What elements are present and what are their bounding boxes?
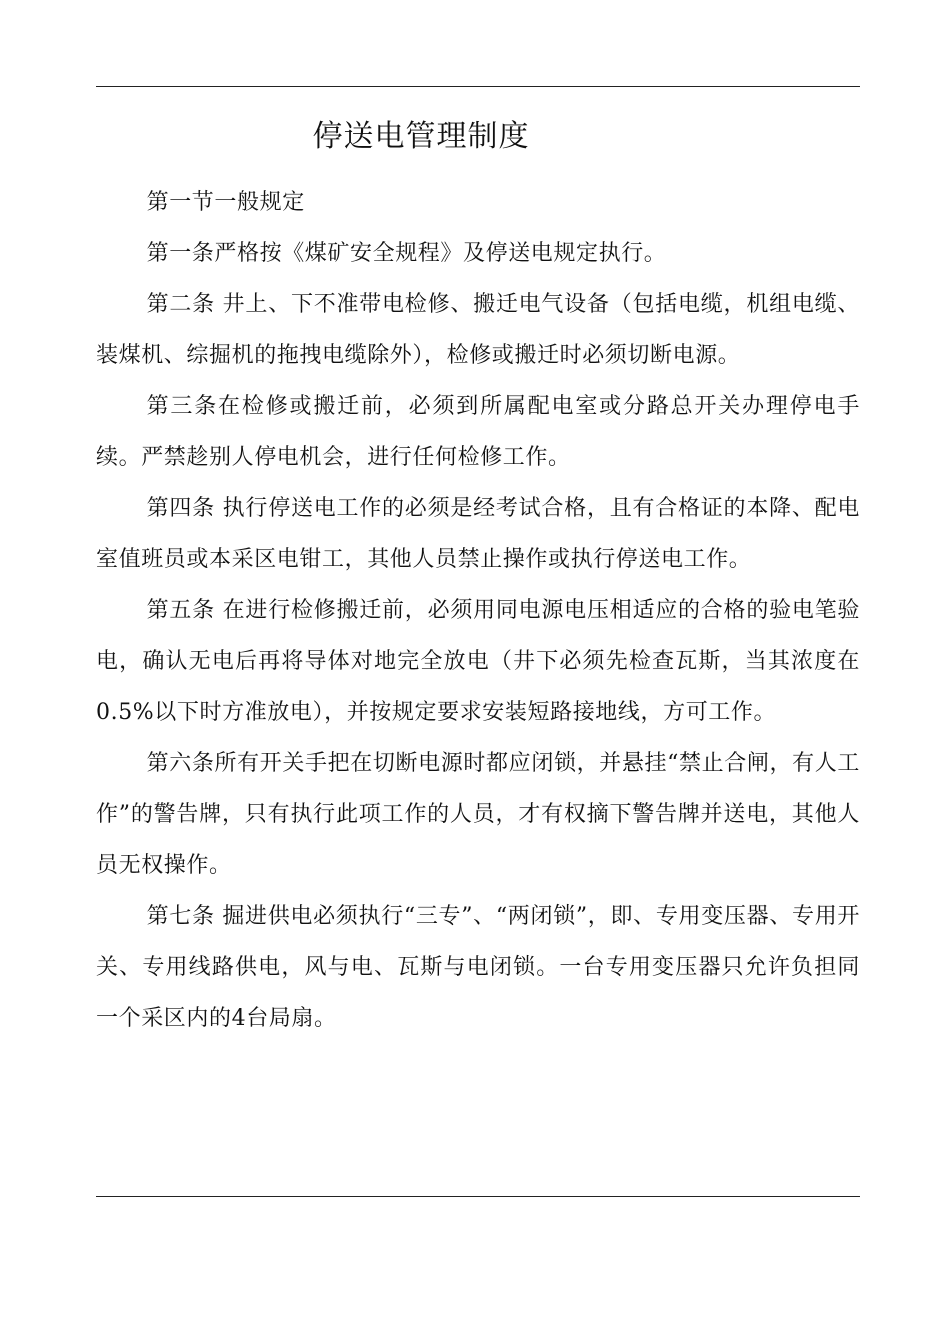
article-5: 第五条 在进行检修搬迁前，必须用同电源电压相适应的合格的验电笔验电，确认无电后再将导体对地完全放电（井下必须先检查瓦斯，当其浓度在0.5%以下时方准放电），并按规定要求安装短路接地线，方可工作。: [96, 598, 860, 725]
article-1: 第一条严格按《煤矿安全规程》及停送电规定执行。: [146, 241, 667, 266]
header-rule: [96, 86, 860, 87]
document-body: [96, 177, 860, 1044]
article-3: 第三条在检修或搬迁前，必须到所属配电室或分路总开关办理停电手续。严禁趁别人停电机会，进行任何检修工作。: [96, 394, 860, 470]
article-4: 第四条 执行停送电工作的必须是经考试合格，且有合格证的本降、配电室值班员或本采区电钳工，其他人员禁止操作或执行停送电工作。: [96, 496, 860, 572]
article-2: 第二条 井上、下不准带电检修、搬迁电气设备（包括电缆，机组电缆、装煤机、综掘机的拖拽电缆除外），检修或搬迁时必须切断电源。: [96, 292, 860, 368]
article-7: 第七条 掘进供电必须执行“三专”、“两闭锁”，即、专用变压器、专用开关、专用线路供电，风与电、瓦斯与电闭锁。一台专用变压器只允许负担同一个采区内的4台局扇。: [96, 904, 860, 1031]
section-heading: 第一节一般规定: [146, 190, 305, 215]
footer-rule: [96, 1196, 860, 1197]
article-6: 第六条所有开关手把在切断电源时都应闭锁，并悬挂“禁止合闸，有人工作”的警告牌，只有执行此项工作的人员，才有权摘下警告牌并送电，其他人员无权操作。: [96, 751, 860, 878]
document-title: 停送电管理制度: [312, 119, 530, 154]
